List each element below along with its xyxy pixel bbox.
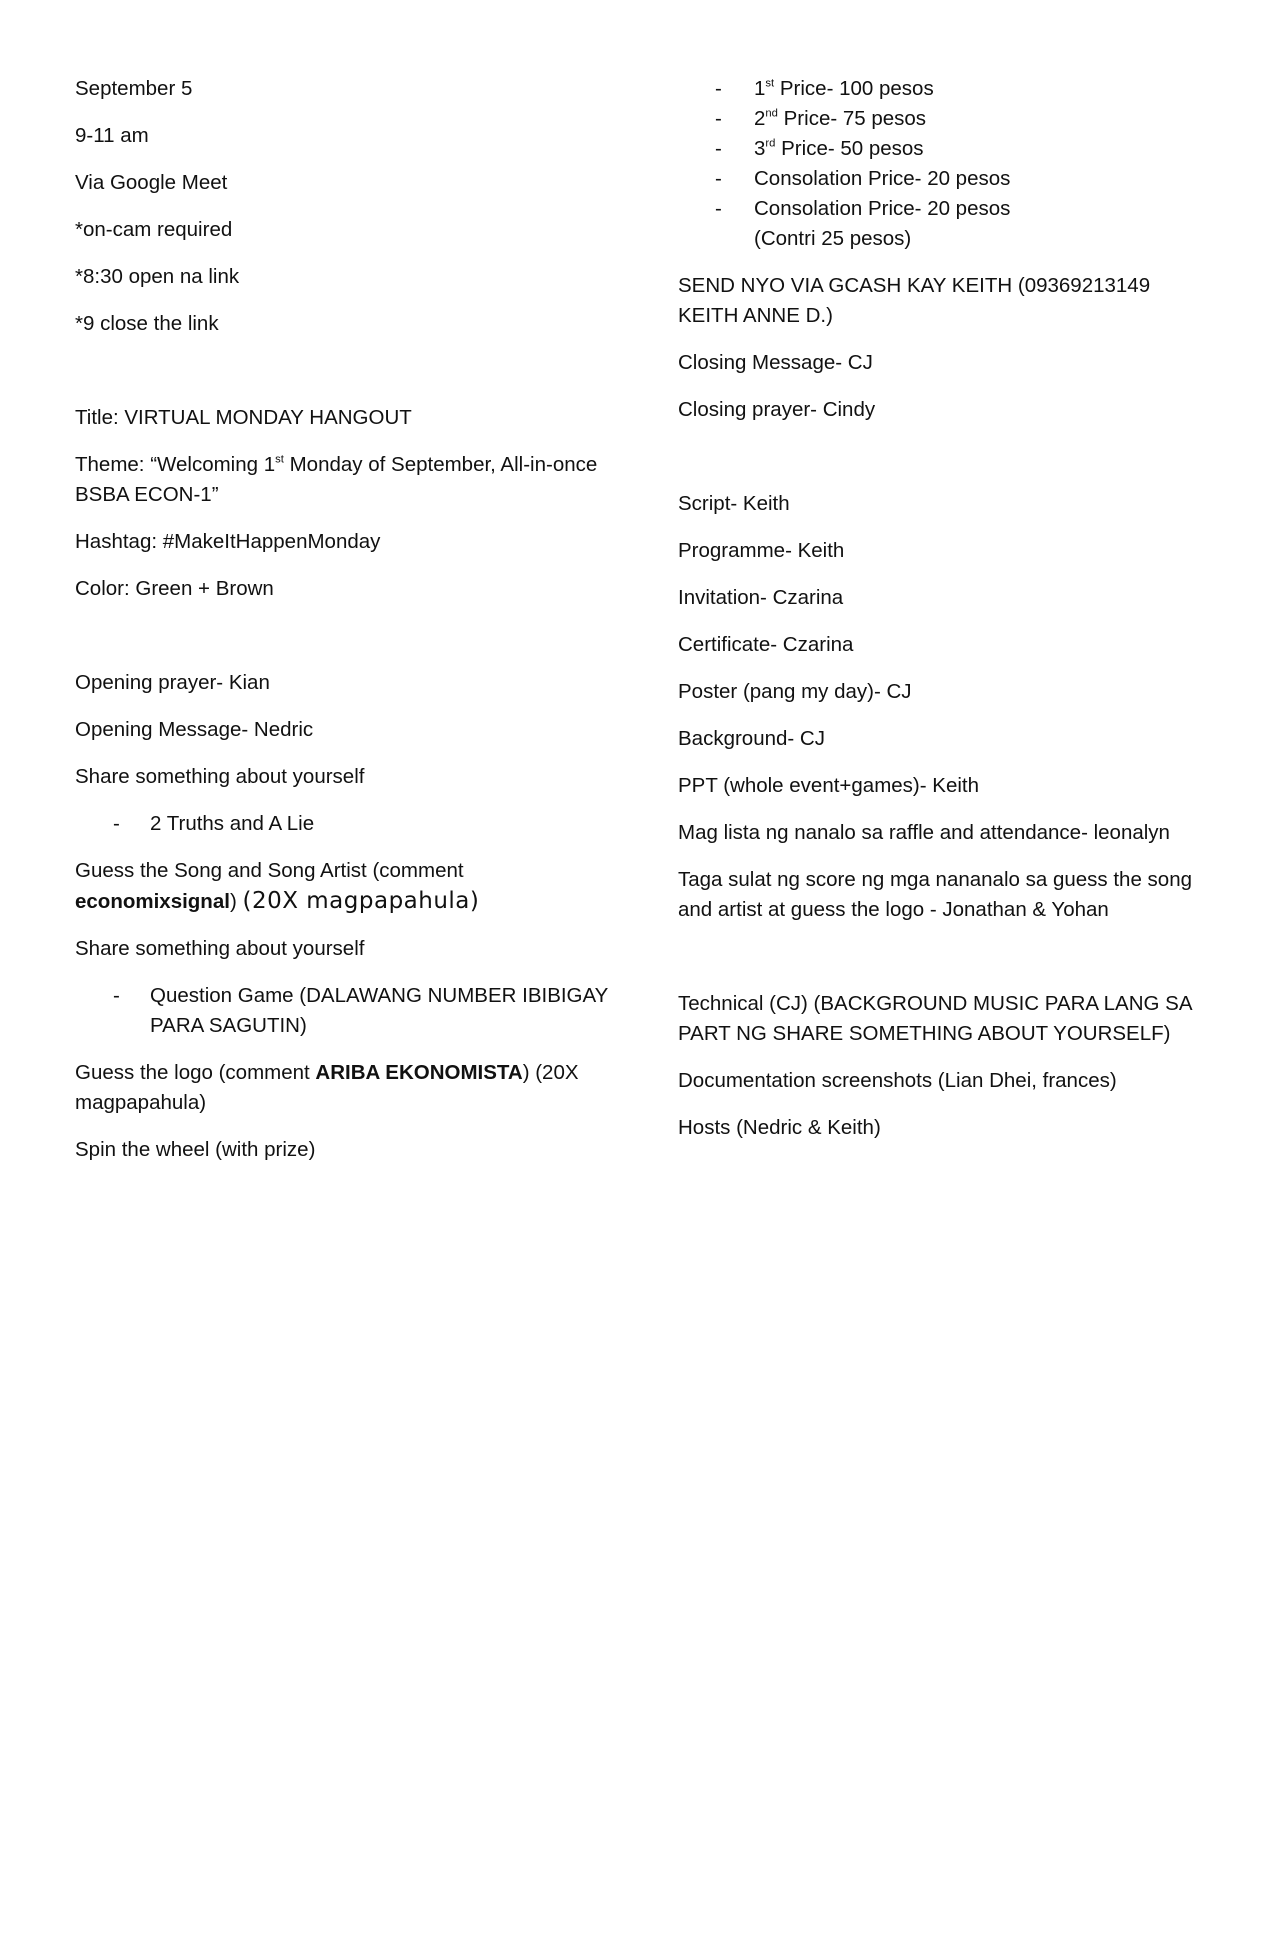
prize-sup: nd [765,107,778,120]
task-scorer: Taga sulat ng score ng mga nananalo sa guess the song and artist at guess the logo - Jonathan & Yohan [678,868,1192,921]
spacer [75,356,615,403]
event-theme [75,450,615,510]
task-technical: Technical (CJ) (BACKGROUND MUSIC PARA LANG SA PART NG SHARE SOMETHING ABOUT YOURSELF) [678,992,1192,1045]
guess-song-part-b: ) [229,890,243,913]
prize-post: Price- 100 pesos [774,77,934,100]
share2-bullet-text: Question Game (DALAWANG NUMBER IBIBIGAY PARA SAGUTIN) [150,984,608,1037]
prize-post: Price- 75 pesos [777,107,927,130]
prize-pre: 2 [754,107,766,130]
prize-pre: Consolation Price- 20 pesos [754,197,1011,220]
task-documentation: Documentation screenshots (Lian Dhei, frances) [678,1069,1117,1092]
share1-bullet-text: 2 Truths and A Lie [150,812,315,835]
task-certificate: Certificate- Czarina [678,633,854,656]
theme-part-b: Monday of September, All-in-once BSBA ECON-1” [75,453,598,506]
opening-message: Opening Message- Nedric [75,718,314,741]
list-item [75,809,615,839]
list-item [678,104,1208,134]
guess-logo-part-a: Guess the logo (comment [75,1061,316,1084]
guess-logo-part-b: ) (20X magpapahula) [75,1061,579,1114]
theme-part-a: Theme: “Welcoming 1 [75,453,276,476]
note-close-link: *9 close the link [75,312,219,335]
prize-list [678,74,1208,254]
list-item [678,134,1208,164]
event-color: Color: Green + Brown [75,577,274,600]
guess-logo-keyword: ARIBA EKONOMISTA [315,1061,523,1084]
bullet-dash: - [113,812,120,835]
list-item [678,194,1208,254]
task-invitation: Invitation- Czarina [678,586,844,609]
task-raffle: Mag lista ng nanalo sa raffle and attendance- leonalyn [678,821,1170,844]
note-cam: *on-cam required [75,218,233,241]
list-item [75,981,615,1041]
task-programme: Programme- Keith [678,539,845,562]
event-time: 9-11 am [75,124,149,147]
closing-prayer: Closing prayer- Cindy [678,398,876,421]
bullet-dash: - [715,137,722,160]
theme-sup: st [275,453,284,466]
spin-the-wheel: Spin the wheel (with prize) [75,1138,316,1161]
right-column [678,74,1208,1160]
spacer [678,942,1208,989]
prize-sup: st [765,77,775,90]
share-something-1: Share something about yourself [75,765,365,788]
event-date: September 5 [75,77,193,100]
spacer [75,621,615,668]
contri-note: (Contri 25 pesos) [754,227,912,250]
bullet-dash: - [113,984,120,1007]
guess-song-keyword: economixsignal [75,890,230,913]
task-ppt: PPT (whole event+games)- Keith [678,774,980,797]
closing-message: Closing Message- CJ [678,351,873,374]
task-script: Script- Keith [678,492,790,515]
bullet-dash: - [715,77,722,100]
guess-song-part-a: Guess the Song and Song Artist (comment [75,859,464,882]
bullet-dash: - [715,197,722,220]
prize-sup: rd [765,137,776,150]
bullet-dash: - [715,107,722,130]
event-title: Title: VIRTUAL MONDAY HANGOUT [75,406,412,429]
list-item [678,74,1208,104]
bullet-dash: - [715,167,722,190]
note-open-link: *8:30 open na link [75,265,240,288]
prize-pre: 1 [754,77,766,100]
guess-the-song [75,856,615,917]
left-column [75,74,615,1182]
task-hosts: Hosts (Nedric & Keith) [678,1116,881,1139]
task-poster: Poster (pang my day)- CJ [678,680,912,703]
spacer [678,442,1208,489]
guess-the-logo [75,1058,615,1118]
prize-post: Price- 50 pesos [775,137,924,160]
event-platform: Via Google Meet [75,171,228,194]
prize-pre: 3 [754,137,766,160]
share-something-2: Share something about yourself [75,937,365,960]
gcash-instruction: SEND NYO VIA GCASH KAY KEITH (09369213149 KEITH ANNE D.) [678,274,1151,327]
opening-prayer: Opening prayer- Kian [75,671,270,694]
task-background: Background- CJ [678,727,825,750]
prize-pre: Consolation Price- 20 pesos [754,167,1011,190]
list-item [678,164,1208,194]
guess-song-part-c: (20X magpapahula) [242,888,480,914]
event-hashtag: Hashtag: #MakeItHappenMonday [75,530,381,553]
